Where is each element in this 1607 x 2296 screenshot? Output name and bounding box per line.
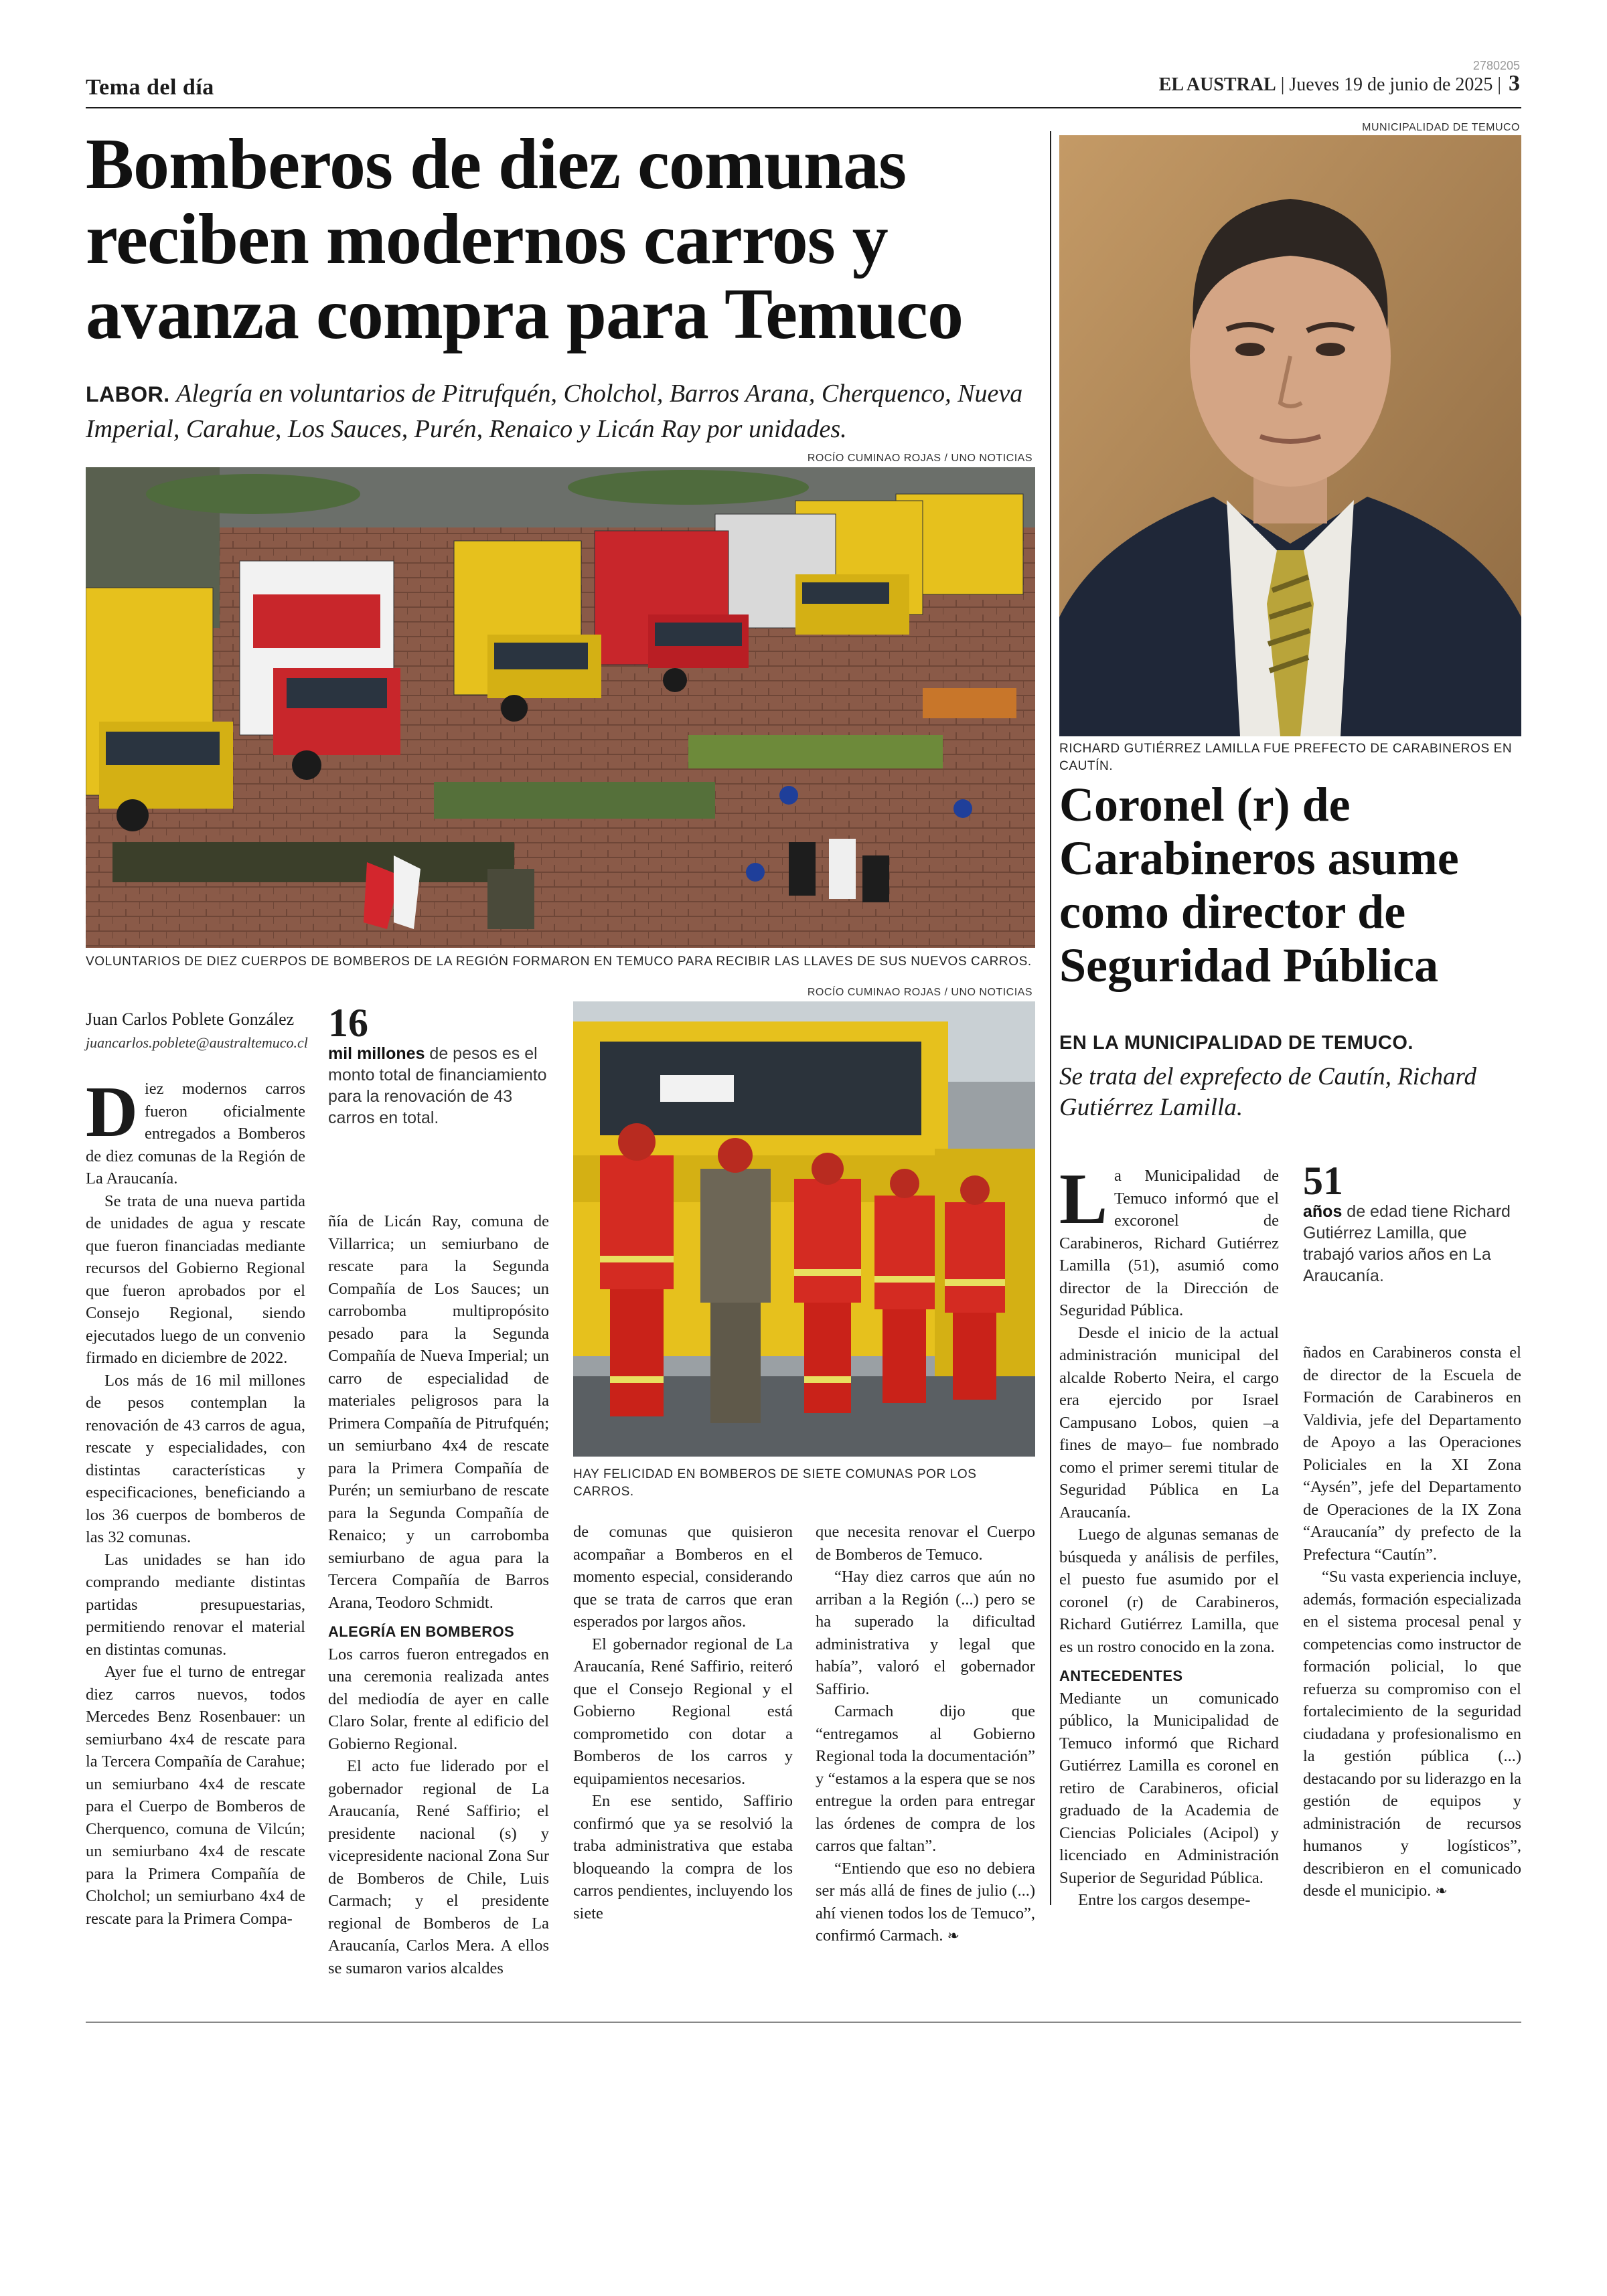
fact-rest: de edad tiene Richard Gutiérrez Lamilla, que trabajó varios años en La Araucanía. (1303, 1202, 1511, 1285)
main-deck (86, 376, 1050, 446)
main-kicker: LABOR. (86, 382, 170, 406)
side-deck: Se trata del exprefecto de Cautín, Richard Gutiérrez Lamilla. (1059, 1063, 1477, 1121)
firefighters-photo (573, 1001, 1035, 1457)
paragraph: “Entiendo que eso no debiera ser más allá de fines de julio (...) ahí vienen todos los de Temuco”, confirmó Carmach. ❧ (816, 1859, 1035, 1945)
article-column-1 (86, 1072, 305, 1930)
main-headline-line: avanza compra para Temuco (86, 274, 963, 354)
fire-trucks-illustration (86, 467, 1035, 948)
paragraph: Se trata de una nueva partida de unidades de agua y rescate que fueron financiadas mediante recursos del Gobierno Regional que fueron aprobados por el Consejo Regional, siendo ejecutados luego de un convenio firmado en diciembre de 2022. (86, 1192, 305, 1367)
drop-cap: L (1059, 1159, 1108, 1239)
fact-text (328, 1043, 549, 1129)
side-fact-box (1303, 1161, 1521, 1287)
portrait-photo (1059, 135, 1521, 736)
main-headline (86, 127, 1050, 352)
photo-caption: RICHARD GUTIÉRREZ LAMILLA FUE PREFECTO DE CARABINEROS EN CAUTÍN. (1059, 742, 1513, 773)
photo-credit: ROCÍO CUMINAO ROJAS / UNO NOTICIAS (807, 453, 1032, 464)
side-headline (1059, 778, 1528, 992)
side-kicker: EN LA MUNICIPALIDAD DE TEMUCO. (1059, 1032, 1413, 1054)
fact-bold: mil millones (328, 1044, 425, 1063)
paragraph: Luego de algunas semanas de búsqueda y análisis de perfiles, el puesto fue asumido por el coronel (r) de Carabineros, Richard Gutiérrez Lamilla, que es un rostro conocido en la zona. (1059, 1526, 1279, 1656)
paragraph: Los más de 16 mil millones de pesos contemplan la renovación de 43 carros de agua, rescate y especialidades, con distintas características y especificaciones, beneficiando a los 36 cuerpos de bomberos de las 32 comunas. (86, 1371, 305, 1546)
masthead: EL AUSTRAL | Jueves 19 de junio de 2025 | 3 (1158, 71, 1520, 96)
paragraph: Ayer fue el turno de entregar diez carros nuevos, todos Mercedes Benz Rosenbauer: un semiurbano 4x4 de rescate para la Tercera Compañía de Carahue; un semiurbano 4x4 de rescate para el Cuerpo de Bomberos de Cherquenco, comuna de Vilcún; un semiurbano 4x4 de rescate para la Primera Compañía de Cholchol; un semiurbano 4x4 de rescate para la Primera Compa- (86, 1663, 305, 1928)
paragraph: En ese sentido, Saffirio confirmó que ya se resolvió la traba administrativa que estaba bloqueando la compra de los carros pendientes, incluyendo los siete (573, 1792, 793, 1922)
main-deck-text: Alegría en voluntarios de Pitrufquén, Cholchol, Barros Arana, Cherquenco, Nueva Imperial, Carahue, Los Sauces, Purén, Renaico y Licán Ray por unidades. (86, 380, 1023, 443)
paragraph: de comunas que quisieron acompañar a Bomberos en el momento especial, considerando que se trata de carros que eran esperados por largos años. (573, 1523, 793, 1631)
firefighters-illustration (573, 1001, 1035, 1457)
paragraph: Los carros fueron entregados en una ceremonia realizada antes del mediodía de ayer en calle Claro Solar, frente al edificio del Gobierno Regional. (328, 1645, 549, 1753)
end-of-article-icon: ❧ (947, 1928, 960, 1945)
paragraph: Diez modernos carros fueron oficialmente entregados a Bomberos de diez comunas de la Región de La Araucanía. (86, 1072, 305, 1187)
photo-credit: MUNICIPALIDAD DE TEMUCO (1362, 122, 1520, 133)
paragraph: El acto fue liderado por el gobernador regional de La Araucanía, René Saffirio; el presidente nacional (s) y vicepresidente nacional Zona Sur de Bomberos de Chile, Luis Carmach; y el presidente regional de Bomberos de La Araucanía, Carlos Mera. A ellos se sumaron varios alcaldes (328, 1757, 549, 1977)
paragraph: El gobernador regional de La Araucanía, René Saffirio, reiteró que el Consejo Regional y el Gobierno Regional está comprometido con dotar a Bomberos de los carros y equipamientos necesarios. (573, 1635, 793, 1788)
article-column-4 (816, 1521, 1035, 1948)
fact-number: 16 (328, 1001, 368, 1045)
subheading: ALEGRÍA EN BOMBEROS (328, 1623, 515, 1640)
side-headline-line: como director de (1059, 885, 1406, 938)
photo-credit: ROCÍO CUMINAO ROJAS / UNO NOTICIAS (807, 987, 1032, 998)
paragraph: Mediante un comunicado público, la Municipalidad de Temuco informó que Richard Gutiérrez Lamilla es coronel en retiro de Carabineros, oficial graduado de la Academia de Ciencias Policiales (Acipol) y licenciado en Administración Superior de Seguridad Pública. (1059, 1689, 1279, 1887)
fact-box (328, 1003, 549, 1129)
page-number: 3 (1509, 71, 1520, 96)
paragraph: “Su vasta experiencia incluye, además, formación especializada en el sistema procesal penal y competencias como instructor de formación policial, lo que refuerza su compromiso con el fortalecimiento de la seguridad ciudadana y profesionalismo en la gestión pública (...) destacando por su liderazgo en la gestión de equipos y administración de recursos humanos y logísticos”, describieron en el comunicado desde el municipio. ❧ (1303, 1568, 1521, 1900)
page-id-mark: 2780205 (1472, 59, 1520, 72)
article-column-2 (328, 1210, 549, 1979)
column-divider (1050, 131, 1051, 1905)
drop-cap: D (86, 1072, 138, 1152)
paragraph: La Municipalidad de Temuco informó que el excoronel de Carabineros, Richard Gutiérrez Lamilla (51), asumió como director de la Dirección de Seguridad Pública. (1059, 1159, 1279, 1319)
photo-caption: VOLUNTARIOS DE DIEZ CUERPOS DE BOMBEROS DE LA REGIÓN FORMARON EN TEMUCO PARA RECIBIR LAS LLAVES DE SUS NUEVOS CARROS. (86, 955, 1032, 969)
fact-number: 51 (1303, 1159, 1343, 1203)
paragraph: “Hay diez carros que aún no arriban a la Región (...) pero se ha superado la dificultad administrativa y legal que había”, valoró el gobernador Saffirio. (816, 1568, 1035, 1698)
fact-text (1303, 1201, 1521, 1287)
issue-date: Jueves 19 de junio de 2025 (1289, 74, 1493, 95)
header-rule (86, 107, 1521, 108)
photo-caption: HAY FELICIDAD EN BOMBEROS DE SIETE COMUNAS POR LOS CARROS. (573, 1467, 977, 1499)
main-headline-line: Bomberos de diez comunas (86, 125, 907, 204)
article-column-3 (573, 1521, 793, 1924)
paragraph: Carmach dijo que “entregamos al Gobierno Regional toda la documentación” y “estamos a la espera que se nos entregue la orden para entregar las órdenes de compra de los carros que faltan”. (816, 1702, 1035, 1855)
byline-email: juancarlos.poblete@australtemuco.cl (86, 1034, 308, 1051)
fact-bold: años (1303, 1202, 1343, 1221)
end-of-article-icon: ❧ (1435, 1883, 1448, 1900)
side-column-1 (1059, 1159, 1279, 1912)
fire-trucks-photo (86, 467, 1035, 948)
main-headline-line: reciben modernos carros y (86, 199, 888, 279)
footer-rule (86, 2022, 1521, 2023)
paragraph: Entre los cargos desempe- (1078, 1891, 1251, 1909)
side-headline-line: Carabineros asume (1059, 831, 1459, 885)
side-headline-line: Coronel (r) de (1059, 778, 1351, 831)
paragraph: que necesita renovar el Cuerpo de Bomberos de Temuco. (816, 1523, 1035, 1564)
newspaper-name: EL AUSTRAL (1158, 74, 1276, 95)
side-headline-line: Seguridad Pública (1059, 938, 1439, 992)
paragraph: Las unidades se han ido comprando mediante distintas partidas presupuestarias, permitiendo renovar el material en distintas comunas. (86, 1550, 305, 1659)
paragraph: ñados en Carabineros consta el de director de la Escuela de Formación de Carabineros en Valdivia, jefe del Departamento de Apoyo a las Operaciones Policiales en la XI Zona “Aysén”, jefe del Departamento de Operaciones de la IX Zona “Araucanía” dy prefecto de la Prefectura “Cautín”. (1303, 1343, 1521, 1564)
section-label: Tema del día (86, 75, 214, 100)
side-column-2 (1303, 1341, 1521, 1903)
paragraph: ñía de Licán Ray, comuna de Villarrica; un semiurbano de rescate para la Segunda Compañía de Los Sauces; un carrobomba multipropósito pesado para la Segunda Compañía de Nueva Imperial; un carro de especialidad de materiales peligrosos para la Primera Compañía de Pitrufquén; un semiurbano 4x4 de rescate para la Primera Compañía de Purén; un semiurbano de rescate para la Segunda Compañía de Renaico; y un carrobomba semiurbano de agua para la Tercera Compañía de Barros Arana, Teodoro Schmidt. (328, 1212, 549, 1612)
subheading: ANTECEDENTES (1059, 1667, 1183, 1684)
fact-rest: de pesos es el monto total de financiamiento para la renovación de 43 carros en total. (328, 1044, 547, 1127)
portrait-illustration (1059, 135, 1521, 736)
byline-name: Juan Carlos Poblete González (86, 1009, 295, 1029)
paragraph: Desde el inicio de la actual administración municipal del alcalde Roberto Neira, el cargo era ejercido por Israel Campusano Lobos, quien –a fines de mayo– fue nombrado como el primer seremi titular de Seguridad Pública en La Araucanía. (1059, 1323, 1279, 1522)
